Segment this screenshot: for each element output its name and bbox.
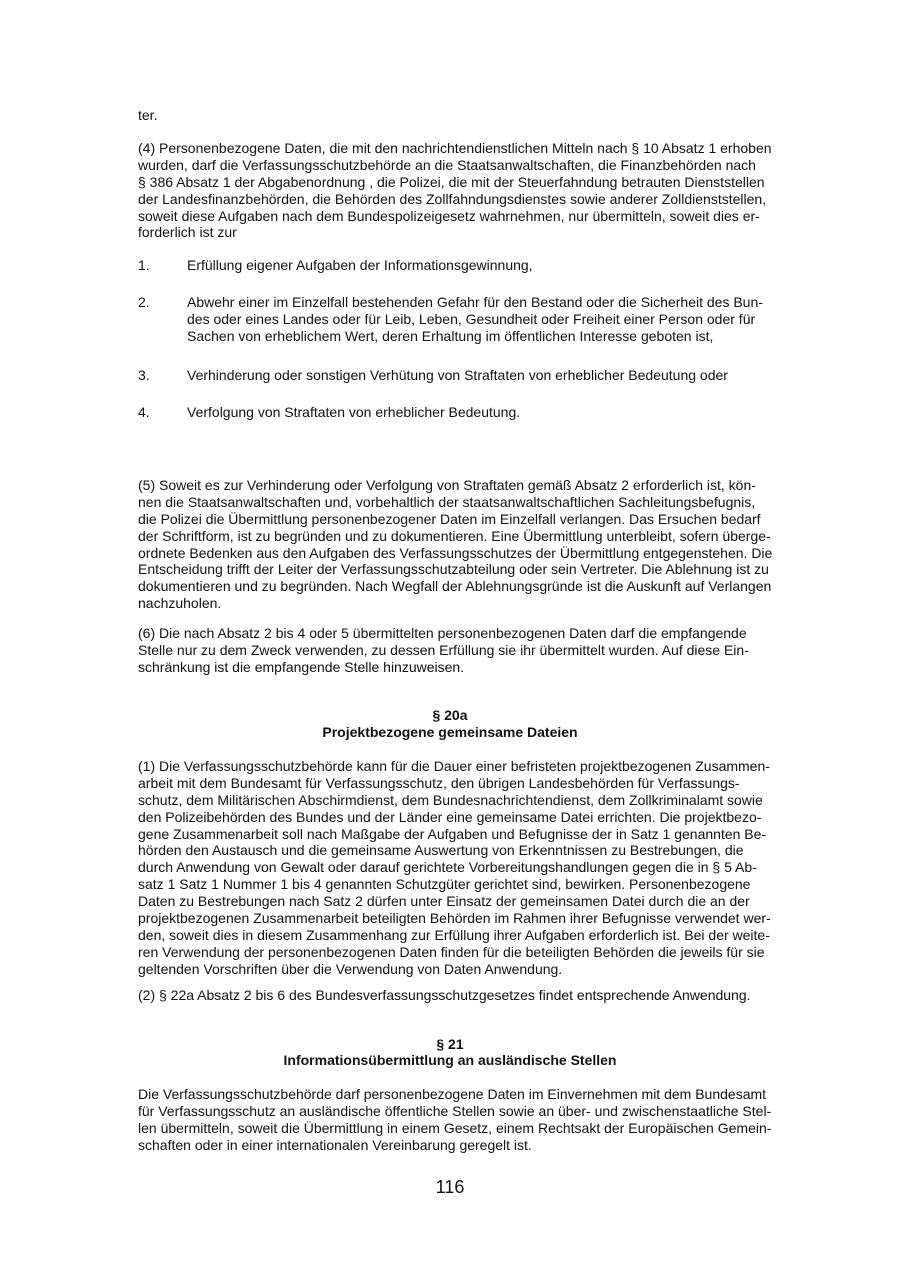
text-line: soweit diese Aufgaben nach dem Bundespolizeigesetz wahrnehmen, nur übermitteln, soweit dies er- xyxy=(138,207,760,224)
text-line: der Schriftform, ist zu begründen und zu dokumentieren. Eine Übermittlung unterbleibt, sofern überge- xyxy=(138,527,771,544)
text-line: (6) Die nach Absatz 2 bis 4 oder 5 übermittelten personenbezogenen Daten darf die empfangende xyxy=(138,625,747,641)
section-21-paragraph xyxy=(138,1086,798,1154)
section-20a-paragraph-1 xyxy=(138,758,798,978)
text-line: Verhinderung oder sonstigen Verhütung von Straftaten von erheblicher Bedeutung oder xyxy=(187,367,728,383)
text-line: Die Verfassungsschutzbehörde darf personenbezogene Daten im Einvernehmen mit dem Bundesamt xyxy=(138,1086,767,1102)
text-line: projektbezogenen Zusammenarbeit beteiligten Behörden im Rahmen ihrer Befugnisse verwendet wer- xyxy=(138,910,771,927)
text-line: len übermitteln, soweit die Übermittlung in einem Gesetz, einem Rechtsakt der Europäischen Gemein- xyxy=(138,1119,772,1136)
text-line: Erfüllung eigener Aufgaben der Informationsgewinnung, xyxy=(187,257,533,273)
section-title: Informationsübermittlung an ausländische Stellen xyxy=(283,1052,617,1068)
list-number: 1. xyxy=(138,257,150,273)
text-line: § 386 Absatz 1 der Abgabenordnung , die Polizei, die mit der Steuerfahndung betrauten Dienststellen xyxy=(138,173,765,190)
paragraph-4 xyxy=(138,140,798,241)
text-line: Entscheidung trifft der Leiter der Verfassungsschutzabteilung oder sein Vertreter. Die Ablehnung ist zu xyxy=(138,561,769,578)
text-line: (4) Personenbezogene Daten, die mit den nachrichtendienstlichen Mitteln nach § 10 Absatz 1 erhoben xyxy=(138,140,772,156)
text-line: ren Verwendung der personenbezogenen Daten finden für die beteiligten Behörden die jeweils für sie xyxy=(138,943,765,960)
text-line: wurden, darf die Verfassungsschutzbehörde an die Staatsanwaltschaften, die Finanzbehörden nach xyxy=(138,156,756,173)
text-line: Sachen von erheblichem Wert, deren Erhaltung im öffentlichen Interesse geboten ist, xyxy=(187,327,714,344)
text-line: Daten zu Bestrebungen nach Satz 2 dürfen unter Einsatz der gemeinsamen Datei durch die an der xyxy=(138,893,750,910)
text-line: dokumentieren und zu begründen. Nach Wegfall der Ablehnungsgründe ist die Auskunft auf Verlangen xyxy=(138,578,772,595)
text-line: den, soweit dies in diesem Zusammenhang zur Erfüllung ihrer Aufgaben erforderlich ist. Bei der weite- xyxy=(138,926,770,943)
text-line: (2) § 22a Absatz 2 bis 6 des Bundesverfassungsschutzgesetzes findet entsprechende Anwendung. xyxy=(138,987,751,1003)
list-text xyxy=(187,404,520,421)
text-line: Stelle nur zu dem Zweck verwenden, zu dessen Erfüllung sie ihr übermittelt wurden. Auf diese Ein- xyxy=(138,641,749,658)
text-line: für Verfassungsschutz an ausländische öffentliche Stellen sowie an über- und zwischenstaatliche Stel- xyxy=(138,1102,772,1119)
text-line: (1) Die Verfassungsschutzbehörde kann für die Dauer einer befristeten projektbezogenen Zusammen- xyxy=(138,758,770,774)
list-text xyxy=(187,294,763,345)
section-title: Projektbezogene gemeinsame Dateien xyxy=(322,724,578,740)
text-line: (5) Soweit es zur Verhinderung oder Verfolgung von Straftaten gemäß Absatz 2 erforderlich ist, kön- xyxy=(138,477,756,493)
paragraph-fragment xyxy=(138,107,798,124)
list-text xyxy=(187,257,533,274)
list-text xyxy=(187,367,728,384)
paragraph-5 xyxy=(138,477,798,612)
text-line: gene Zusammenarbeit soll nach Maßgabe der Aufgaben und Befugnisse der in Satz 1 genannten Be- xyxy=(138,825,767,842)
list-number: 3. xyxy=(138,367,150,383)
paragraph-6 xyxy=(138,625,798,676)
text-line: nachzuholen. xyxy=(138,595,222,612)
section-20a-paragraph-2 xyxy=(138,987,798,1004)
section-number: § 21 xyxy=(436,1036,464,1052)
text-line: hörden den Austausch und die gemeinsame Auswertung von Erkenntnissen zu Bestrebungen, die xyxy=(138,842,744,859)
text-line: schaften oder in einer internationalen Vereinbarung geregelt ist. xyxy=(138,1136,532,1153)
page-number: 116 xyxy=(435,1177,465,1197)
text-line: Abwehr einer im Einzelfall bestehenden Gefahr für den Bestand oder die Sicherheit des Bun- xyxy=(187,294,763,310)
text-line: ordnete Bedenken aus den Aufgaben des Verfassungsschutzes der Übermittlung entgegenstehen. Die xyxy=(138,544,773,561)
text-line: arbeit mit dem Bundesamt für Verfassungsschutz, den übrigen Landesbehörden für Verfassungs- xyxy=(138,774,740,791)
text-line: der Landesfinanzbehörden, die Behörden des Zollfahndungsdienstes sowie anderer Zolldienststellen, xyxy=(138,190,767,207)
text-line: nen die Staatsanwaltschaften und, vorbehaltlich der staatsanwaltschaftlichen Sachleitungsbefugnis, xyxy=(138,493,756,510)
text-line: schutz, dem Militärischen Abschirmdienst, dem Bundesnachrichtendienst, dem Zollkriminalamt sowie xyxy=(138,791,763,808)
text-line: ter. xyxy=(138,107,158,123)
text-line: forderlich ist zur xyxy=(138,224,237,241)
text-line: durch Anwendung von Gewalt oder darauf gerichtete Vorbereitungshandlungen gegen die in § 5 Ab- xyxy=(138,859,757,876)
list-number: 2. xyxy=(138,294,150,310)
text-line: des oder eines Landes oder für Leib, Leben, Gesundheit oder Freiheit einer Person oder für xyxy=(187,310,756,327)
text-line: satz 1 Satz 1 Nummer 1 bis 4 genannten Schutzgüter gerichtet sind, bewirken. Personenbezogene xyxy=(138,876,751,893)
list-number: 4. xyxy=(138,404,150,420)
text-line: die Polizei die Übermittlung personenbezogener Daten im Einzelfall verlangen. Das Ersuchen bedarf xyxy=(138,510,761,527)
text-line: geltenden Vorschriften über die Verwendung von Daten Anwendung. xyxy=(138,960,563,977)
text-line: schränkung ist die empfangende Stelle hinzuweisen. xyxy=(138,658,465,675)
text-line: Verfolgung von Straftaten von erheblicher Bedeutung. xyxy=(187,404,521,420)
text-line: den Polizeibehörden des Bundes und der Länder eine gemeinsame Datei errichten. Die projektbezo- xyxy=(138,808,762,825)
section-number: § 20a xyxy=(432,707,468,723)
